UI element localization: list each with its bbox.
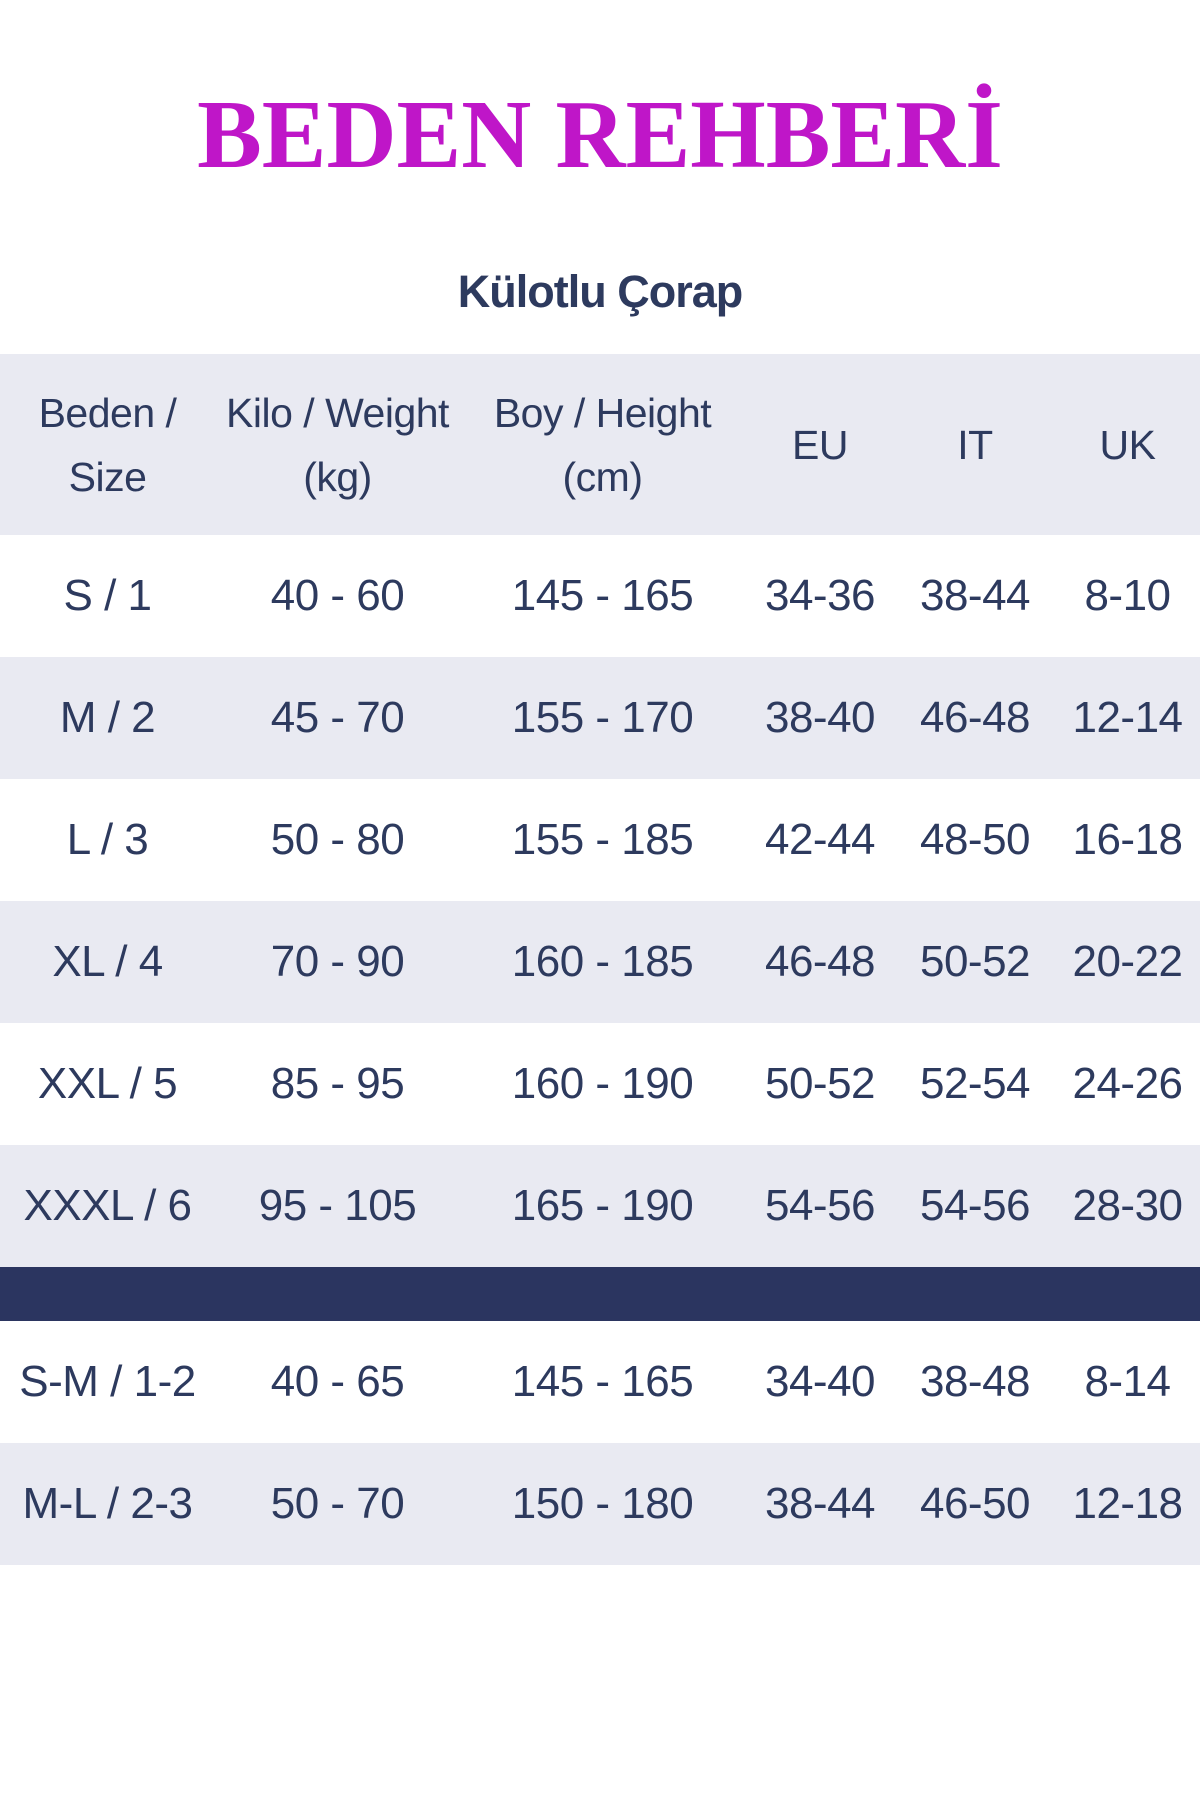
it-cell: 46-48 [919,693,1031,742]
size-cell: S-M / 1-2 [19,1357,196,1406]
eu-cell: 46-48 [764,937,876,986]
table-row-xxl5 [0,1023,1200,1145]
size-cell: M-L / 2-3 [22,1479,193,1528]
eu-cell: 50-52 [764,1059,876,1108]
table-row-s1 [0,535,1200,657]
size-cell: S / 1 [63,571,152,620]
weight-cell: 50 - 70 [270,1479,405,1528]
col-header-size [0,354,215,535]
uk-cell: 12-14 [1072,693,1183,742]
table-row-ml23 [0,1443,1200,1565]
height-cell: 145 - 165 [511,571,694,620]
height-cell: 155 - 170 [511,693,694,742]
uk-cell: 20-22 [1072,937,1183,986]
eu-cell: 42-44 [764,815,876,864]
eu-cell: 34-36 [764,571,876,620]
uk-cell: 24-26 [1072,1059,1183,1108]
col-header-height-line1: Boy / Height [493,389,712,436]
col-header-height-line2: (cm) [562,453,643,500]
col-header-weight-line1: Kilo / Weight [226,389,449,436]
height-cell: 165 - 190 [511,1181,694,1230]
col-header-height [460,354,745,535]
uk-cell: 28-30 [1072,1181,1183,1230]
eu-cell: 38-40 [764,693,876,742]
eu-cell: 38-44 [764,1479,876,1528]
height-cell: 145 - 165 [511,1357,694,1406]
weight-cell: 85 - 95 [270,1059,405,1108]
it-cell: 46-50 [919,1479,1031,1528]
height-cell: 160 - 190 [511,1059,694,1108]
it-cell: 50-52 [919,937,1031,986]
size-cell: M / 2 [59,693,156,742]
divider-bar [0,1267,1200,1321]
section-title: Külotlu Çorap [457,266,743,317]
it-cell: 38-48 [919,1357,1031,1406]
col-header-weight-line2: (kg) [303,453,372,500]
it-cell: 52-54 [919,1059,1031,1108]
weight-cell: 40 - 65 [270,1357,405,1406]
size-cell: XXXL / 6 [23,1181,192,1230]
col-header-it-line1: IT [957,421,993,468]
col-header-size-line1: Beden / [38,389,177,436]
col-header-size-line2: Size [68,453,147,500]
it-cell: 38-44 [919,571,1031,620]
eu-cell: 54-56 [764,1181,876,1230]
page-title: BEDEN REHBERİ [197,81,1003,188]
size-cell: XL / 4 [52,937,163,986]
uk-cell: 8-10 [1084,571,1171,620]
eu-cell: 34-40 [764,1357,876,1406]
size-cell: XXL / 5 [37,1059,178,1108]
divider-row [0,1267,1200,1321]
weight-cell: 50 - 80 [270,815,405,864]
uk-cell: 12-18 [1072,1479,1183,1528]
it-cell: 54-56 [919,1181,1031,1230]
weight-cell: 45 - 70 [270,693,405,742]
col-header-eu [745,354,895,535]
it-cell: 48-50 [919,815,1031,864]
table-row-xxxl6 [0,1145,1200,1267]
weight-cell: 95 - 105 [258,1181,417,1230]
table-row-m2 [0,657,1200,779]
height-cell: 155 - 185 [511,815,694,864]
col-header-uk-line1: UK [1099,421,1156,468]
size-guide-table [0,354,1200,1565]
col-header-uk [1055,354,1200,535]
weight-cell: 70 - 90 [270,937,405,986]
size-cell: L / 3 [66,815,149,864]
height-cell: 160 - 185 [511,937,694,986]
uk-cell: 16-18 [1072,815,1183,864]
table-row-sm12 [0,1321,1200,1443]
col-header-eu-line1: EU [792,421,848,468]
table-row-l3 [0,779,1200,901]
col-header-it [895,354,1055,535]
weight-cell: 40 - 60 [270,571,405,620]
height-cell: 150 - 180 [511,1479,694,1528]
col-header-weight [215,354,460,535]
uk-cell: 8-14 [1084,1357,1171,1406]
header-row [0,354,1200,535]
table-row-xl4 [0,901,1200,1023]
